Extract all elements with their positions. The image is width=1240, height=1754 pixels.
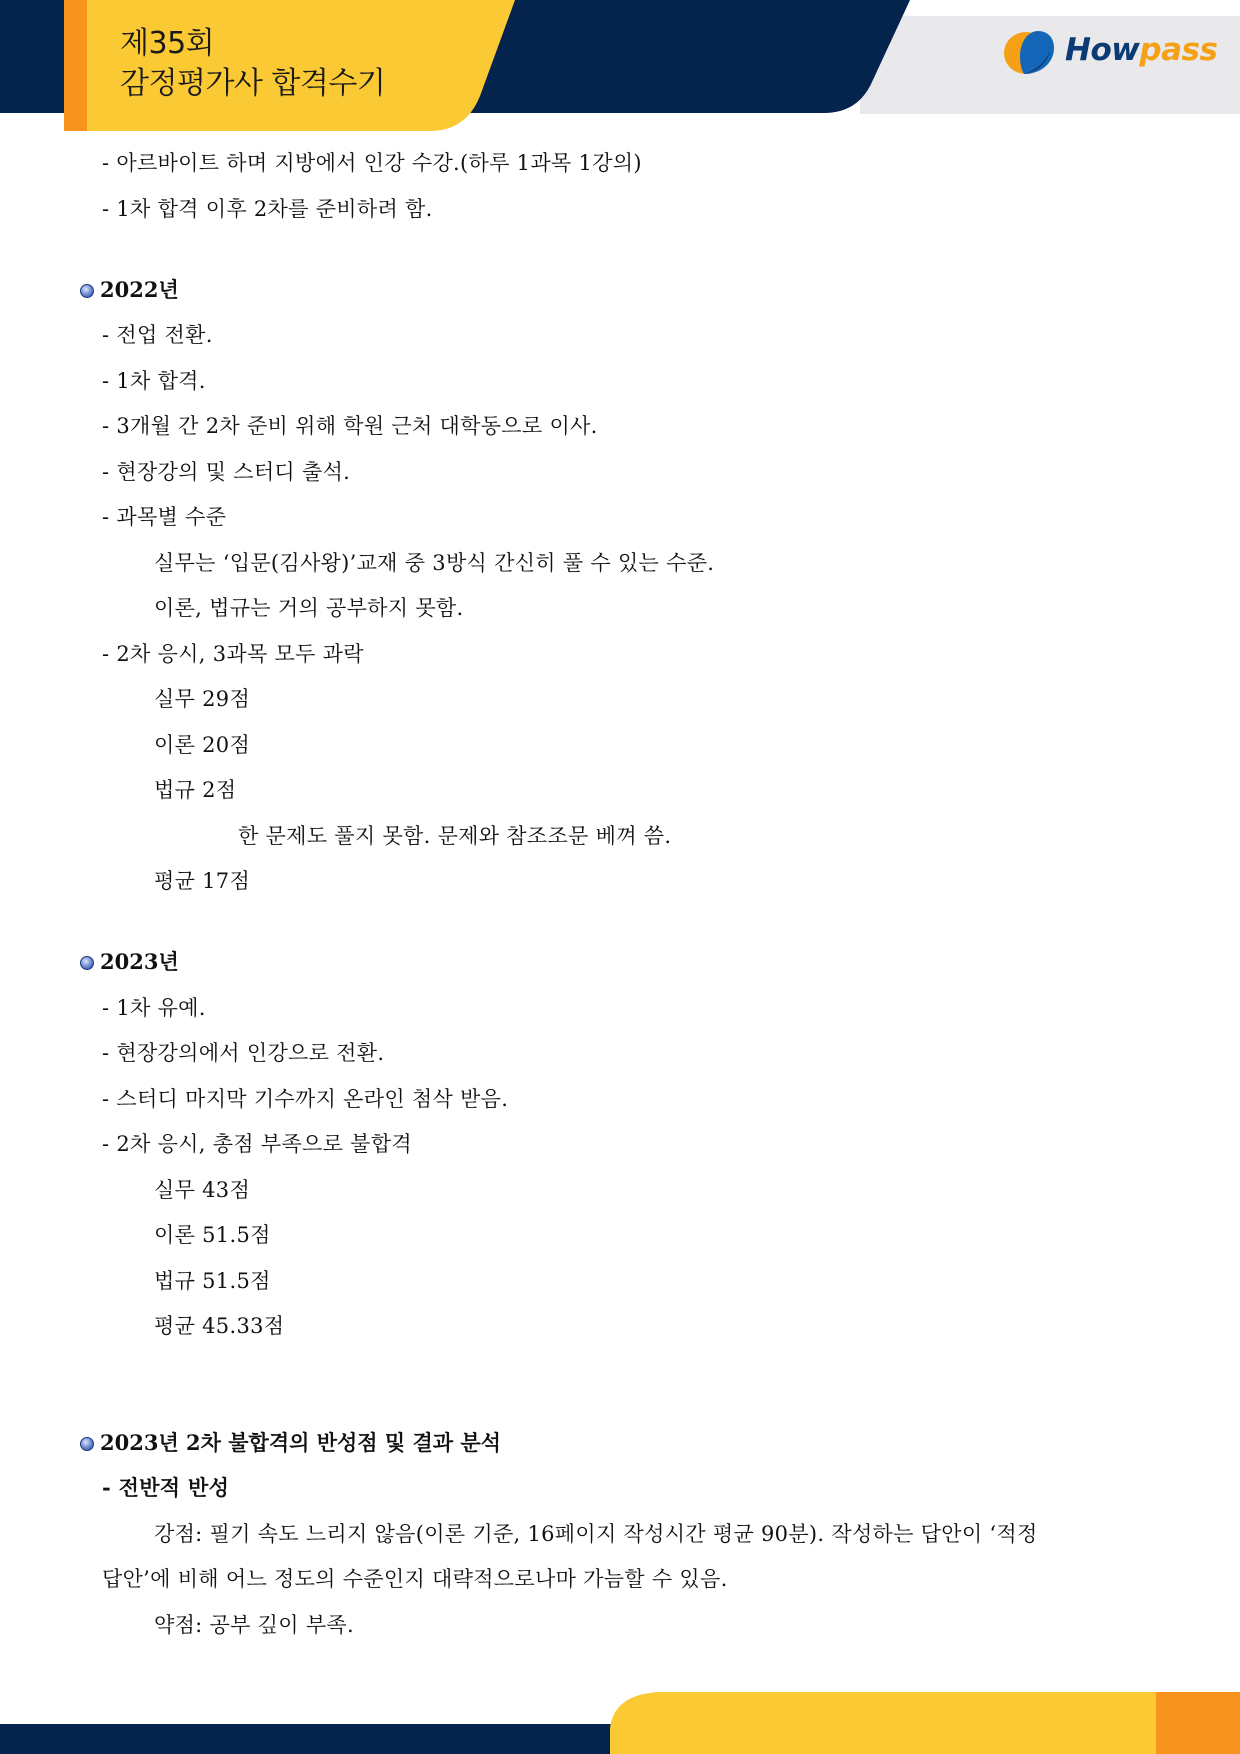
section-heading-2023: 2023년 xyxy=(80,947,179,977)
page-header xyxy=(0,0,1240,135)
list-item: - 1차 유예. xyxy=(102,996,206,1020)
list-item: - 과목별 수준 xyxy=(102,505,227,529)
reflection-subtitle: - 전반적 반성 xyxy=(102,1475,230,1500)
score-practice: 실무 43점 xyxy=(154,1178,251,1202)
howpass-logo xyxy=(1002,28,1222,78)
section-bullet-icon xyxy=(80,1437,94,1451)
section-bullet-icon xyxy=(80,284,94,298)
logo-word-how: How xyxy=(1065,32,1140,68)
score-theory: 이론 20점 xyxy=(154,733,251,757)
score-law-note: 한 문제도 풀지 못함. 문제와 참조조문 베껴 씀. xyxy=(238,824,672,848)
strength-paragraph-line-1: 강점: 필기 속도 느리지 않음(이론 기준, 16페이지 작성시간 평균 90분). 작성하는 답안이 ‘적정 xyxy=(154,1522,1038,1546)
intro-line-1: - 아르바이트 하며 지방에서 인강 수강.(하루 1과목 1강의) xyxy=(102,151,642,175)
score-average: 평균 17점 xyxy=(154,869,251,893)
exam-result-line: - 2차 응시, 3과목 모두 과락 xyxy=(102,642,364,666)
subject-level-line: 실무는 ‘입문(김사왕)’교재 중 3방식 간신히 풀 수 있는 수준. xyxy=(154,551,715,575)
intro-line-2: - 1차 합격 이후 2차를 준비하려 함. xyxy=(102,197,433,221)
list-item: - 전업 전환. xyxy=(102,323,213,347)
list-item: - 스터디 마지막 기수까지 온라인 첨삭 받음. xyxy=(102,1087,509,1111)
score-law: 법규 51.5점 xyxy=(154,1269,271,1293)
document-title xyxy=(120,24,385,104)
score-practice: 실무 29점 xyxy=(154,687,251,711)
list-item: - 1차 합격. xyxy=(102,369,206,393)
footer-banner-graphic xyxy=(0,1690,1240,1754)
score-average: 평균 45.33점 xyxy=(154,1314,285,1338)
section-heading-reflection: 2023년 2차 불합격의 반성점 및 결과 분석 xyxy=(80,1428,501,1458)
section-bullet-icon xyxy=(80,956,94,970)
score-law: 법규 2점 xyxy=(154,778,237,802)
logo-word-pass: pass xyxy=(1139,32,1218,68)
list-item: - 2차 응시, 총점 부족으로 불합격 xyxy=(102,1132,412,1156)
score-theory: 이론 51.5점 xyxy=(154,1223,271,1247)
list-item: - 3개월 간 2차 준비 위해 학원 근처 대학동으로 이사. xyxy=(102,414,598,438)
subject-level-line: 이론, 법규는 거의 공부하지 못함. xyxy=(154,596,464,620)
list-item: - 현장강의 및 스터디 출석. xyxy=(102,460,351,484)
section-heading-2022: 2022년 xyxy=(80,275,179,305)
list-item: - 현장강의에서 인강으로 전환. xyxy=(102,1041,385,1065)
strength-paragraph-line-2: 답안’에 비해 어느 정도의 수준인지 대략적으로나마 가늠할 수 있음. xyxy=(102,1567,728,1591)
weakness-line: 약점: 공부 깊이 부족. xyxy=(154,1613,354,1637)
howpass-logo-icon xyxy=(1002,28,1058,78)
title-line-1: 제35회 xyxy=(120,26,215,61)
page-footer xyxy=(0,1690,1240,1754)
title-line-2: 감정평가사 합격수기 xyxy=(120,66,386,101)
